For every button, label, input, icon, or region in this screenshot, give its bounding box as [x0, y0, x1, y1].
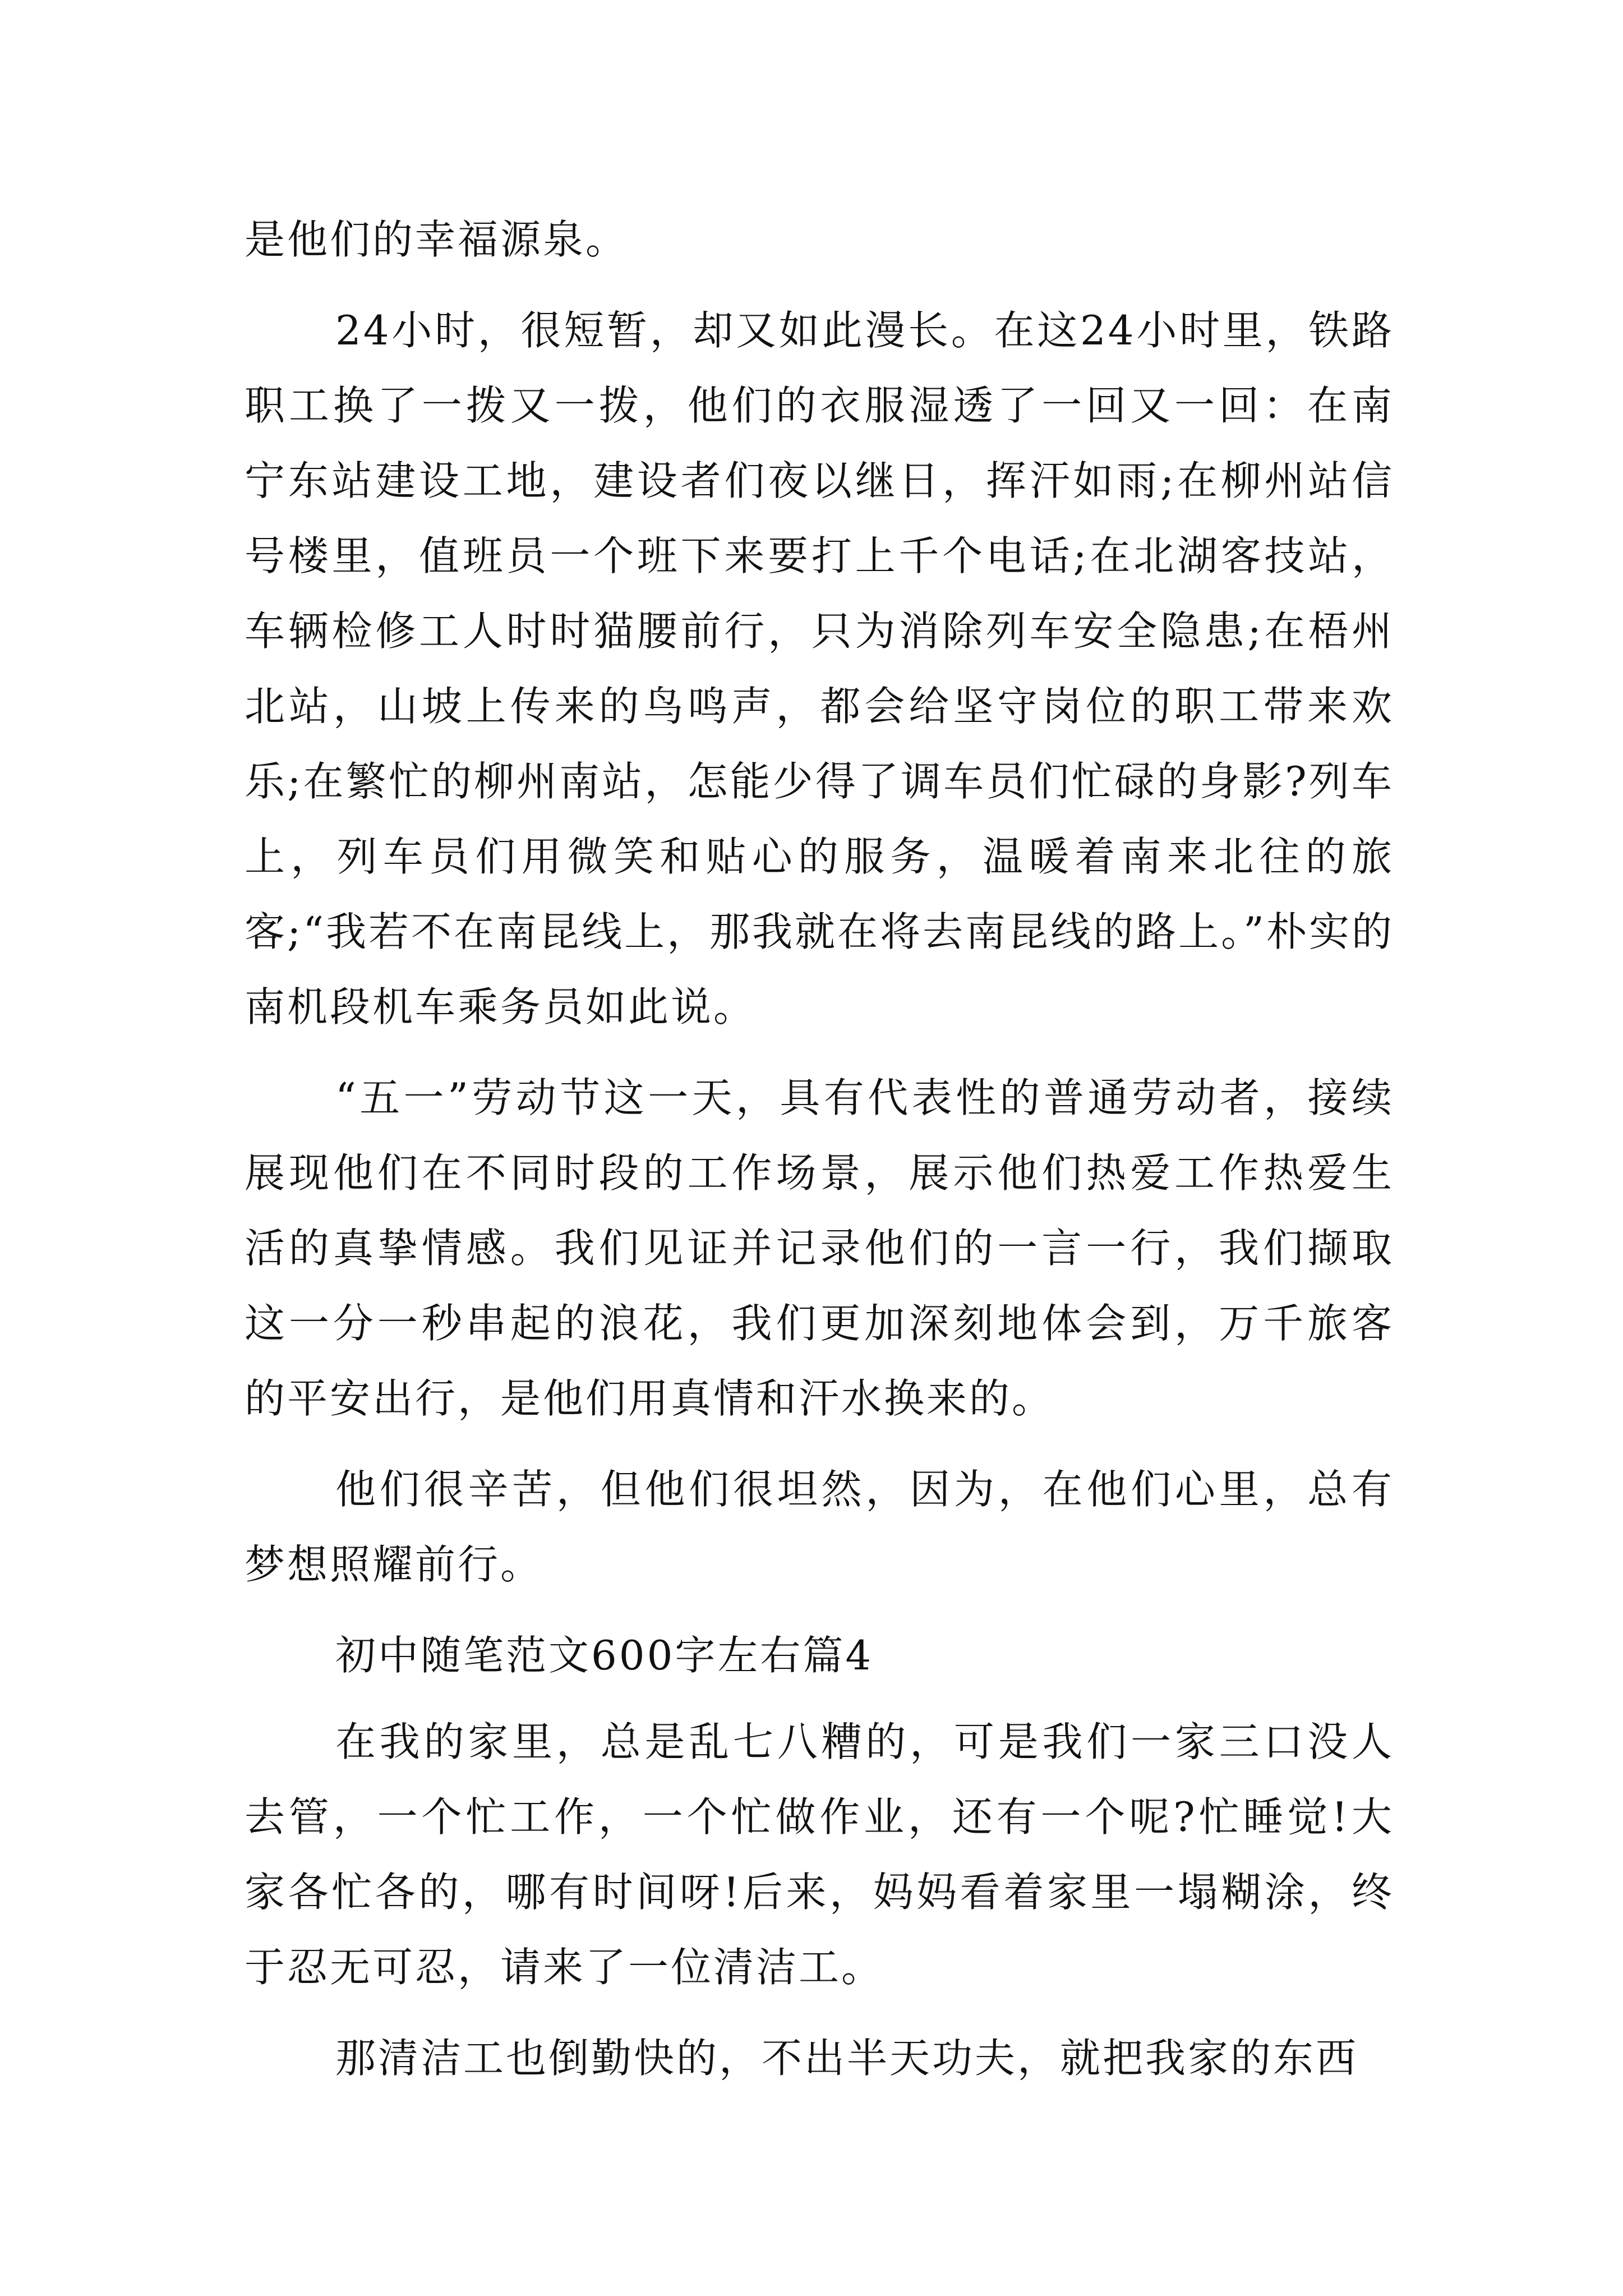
paragraph-messy-home: 在我的家里，总是乱七八糟的，可是我们一家三口没人去管，一个忙工作，一个忙做作业，还有一个呢?忙睡觉!大家各忙各的，哪有时间呀!后来，妈妈看着家里一塌糊涂，终于忍无可忍，请来了一位清洁工。: [245, 1718, 1394, 1991]
paragraph-railway-workers: 24小时，很短暂，却又如此漫长。在这24小时里，铁路职工换了一拨又一拨，他们的衣服湿透了一回又一回：在南宁东站建设工地，建设者们夜以继日，挥汗如雨;在柳州站信号楼里，值班员一个班下来要打上千个电话;在北湖客技站，车辆检修工人时时猫腰前行，只为消除列车安全隐患;在梧州北站，山坡上传来的鸟鸣声，都会给坚守岗位的职工带来欢乐;在繁忙的柳州南站，怎能少得了调车员们忙碌的身影?列车上，列车员们用微笑和贴心的服务，温暖着南来北往的旅客;“我若不在南昆线上，那我就在将去南昆线的路上。”朴实的南机段机车乘务员如此说。: [245, 307, 1394, 1030]
paragraph-dreams: 他们很辛苦，但他们很坦然，因为，在他们心里，总有梦想照耀前行。: [245, 1466, 1394, 1588]
paragraph-cleaner: 那清洁工也倒勤快的，不出半天功夫，就把我家的东西: [335, 2035, 1359, 2082]
paragraph-may-day: “五一”劳动节这一天，具有代表性的普通劳动者，接续展现他们在不同时段的工作场景，展示他们热爱工作热爱生活的真挚情感。我们见证并记录他们的一言一行，我们撷取这一分一秒串起的浪花，我们更加深刻地体会到，万千旅客的平安出行，是他们用真情和汗水换来的。: [245, 1074, 1394, 1422]
body-text: [245, 202, 1394, 2111]
section-heading: 初中随笔范文600字左右篇4: [335, 1632, 874, 1679]
paragraph-continuation: 是他们的幸福源泉。: [245, 216, 629, 263]
